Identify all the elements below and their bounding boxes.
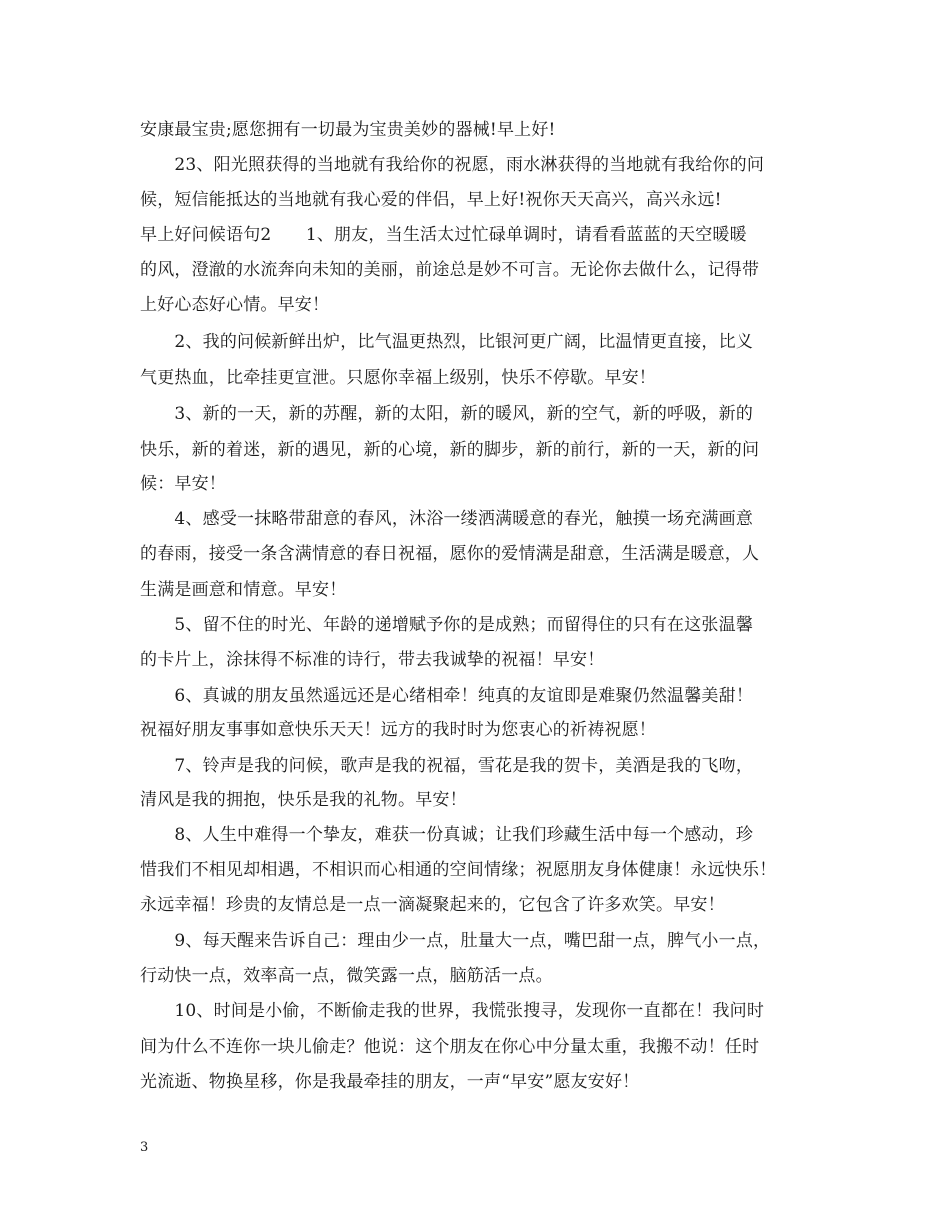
text-line: 的卡片上，涂抹得不标准的诗行，带去我诚挚的祝福！早安！ (140, 650, 605, 670)
text-line: 3、新的一天，新的苏醒，新的太阳，新的暖风，新的空气，新的呼吸，新的 (140, 404, 754, 424)
text-line: 行动快一点，效率高一点，微笑露一点，脑筋活一点。 (140, 966, 553, 986)
text-line: 23、阳光照获得的当地就有我给你的祝愿，雨水淋获得的当地就有我给你的问 (140, 155, 765, 175)
text-line: 早上好问候语句2 1、朋友，当生活太过忙碌单调时，请看看蓝蓝的天空暖暖 (140, 225, 747, 245)
text-line: 上好心态好心情。早安！ (140, 295, 330, 315)
text-line: 候，短信能抵达的当地就有我心爱的伴侣，早上好!祝你天天高兴，高兴永远! (140, 190, 722, 210)
text-line: 的春雨，接受一条含满情意的春日祝福，愿你的爱情满是甜意，生活满是暖意，人 (140, 544, 760, 564)
text-line: 候：早安！ (140, 474, 226, 494)
text-line: 的风，澄澈的水流奔向未知的美丽，前途总是妙不可言。无论你去做什么，记得带 (140, 260, 760, 280)
text-line: 10、时间是小偷，不断偷走我的世界，我慌张搜寻，发现你一直都在！我问时 (140, 1001, 765, 1021)
text-line: 5、留不住的时光、年龄的递增赋予你的是成熟；而留得住的只有在这张温馨 (140, 615, 754, 635)
text-line: 6、真诚的朋友虽然遥远还是心绪相牵！纯真的友谊即是难聚仍然温馨美甜！ (140, 686, 754, 706)
text-line: 气更热血，比牵挂更宣泄。只愿你幸福上级别，快乐不停歇。早安！ (140, 368, 656, 388)
text-line: 清风是我的拥抱，快乐是我的礼物。早安！ (140, 790, 467, 810)
text-line: 快乐，新的着迷，新的遇见，新的心境，新的脚步，新的前行，新的一天，新的问 (140, 440, 760, 460)
text-line: 惜我们不相见却相遇，不相识而心相通的空间情缘；祝愿朋友身体健康！永远快乐！ (140, 860, 777, 880)
text-line: 7、铃声是我的问候，歌声是我的祝福，雪花是我的贺卡，美酒是我的飞吻， (140, 756, 754, 776)
text-line: 生满是画意和情意。早安！ (140, 580, 347, 600)
text-line: 4、感受一抹略带甜意的春风，沐浴一缕洒满暖意的春光，触摸一场充满画意 (140, 509, 754, 529)
text-line: 间为什么不连你一块儿偷走？他说：这个朋友在你心中分量太重，我搬不动！任时 (140, 1037, 760, 1057)
text-line: 9、每天醒来告诉自己：理由少一点，肚量大一点，嘴巴甜一点，脾气小一点， (140, 931, 771, 951)
text-line: 8、人生中难得一个挚友，难获一份真诚；让我们珍藏生活中每一个感动，珍 (140, 825, 754, 845)
text-line: 光流逝、物换星移，你是我最牵挂的朋友，一声“早安”愿友安好！ (140, 1072, 640, 1092)
text-line: 永远幸福！珍贵的友情总是一点一滴凝聚起来的，它包含了许多欢笑。早安！ (140, 895, 725, 915)
text-line: 安康最宝贵;愿您拥有一切最为宝贵美妙的器械!早上好! (140, 120, 556, 140)
page-number: 3 (140, 1140, 149, 1155)
text-line: 2、我的问候新鲜出炉，比气温更热烈，比银河更广阔，比温情更直接，比义 (140, 332, 754, 352)
text-line: 祝福好朋友事事如意快乐天天！远方的我时时为您衷心的祈祷祝愿！ (140, 720, 656, 740)
